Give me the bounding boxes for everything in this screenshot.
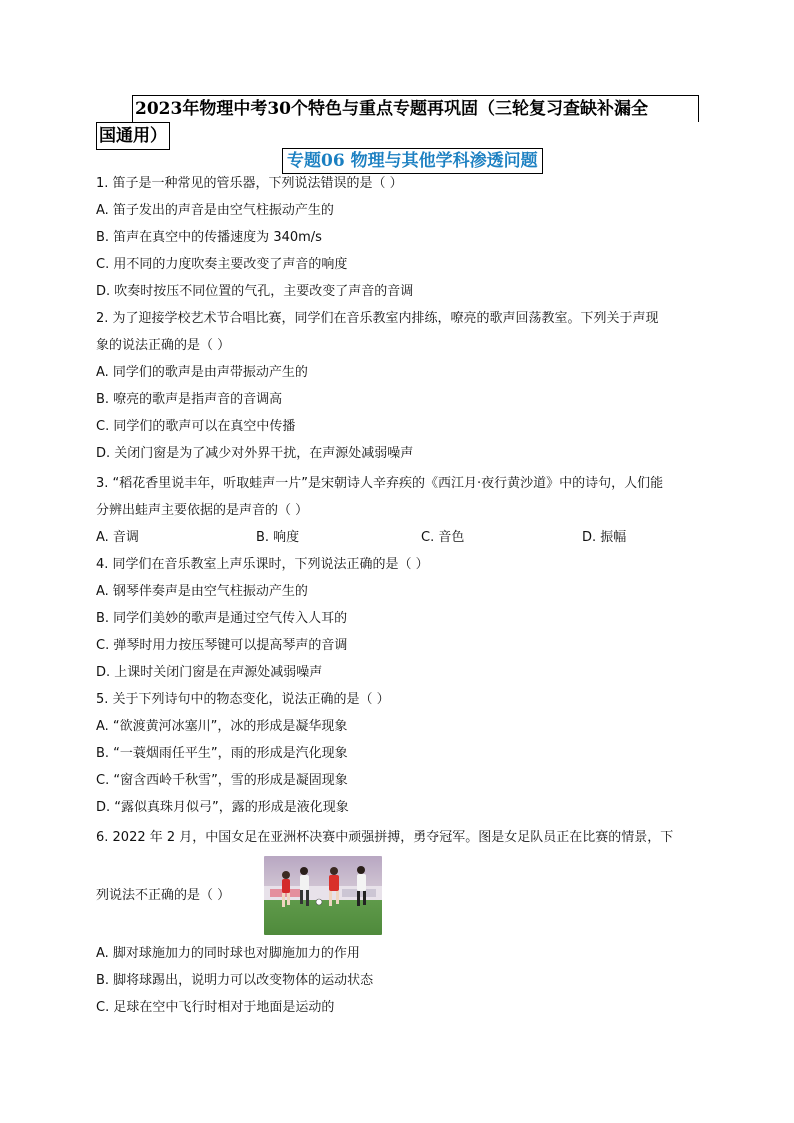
question-6-stem-line1: 6. 2022 年 2 月，中国女足在亚洲杯决赛中顽强拼搏，勇夺冠军。图是女足队员正在比赛的情景，下 — [96, 830, 674, 845]
question-1-stem: 1. 笛子是一种常见的管乐器，下列说法错误的是（ ） — [96, 176, 403, 191]
q3-option-c: C. 音色 — [421, 530, 465, 545]
q4-option-b: B. 同学们美妙的歌声是通过空气传入人耳的 — [96, 611, 348, 626]
q1-option-a: A. 笛子发出的声音是由空气柱振动产生的 — [96, 203, 334, 218]
q6-option-a: A. 脚对球施加力的同时球也对脚施加力的作用 — [96, 946, 360, 961]
q5-option-b: B. “一蓑烟雨任平生”，雨的形成是汽化现象 — [96, 746, 348, 761]
q2-option-d: D. 关闭门窗是为了减少对外界干扰，在声源处减弱噪声 — [96, 446, 414, 461]
question-2-stem-line2: 象的说法正确的是（ ） — [96, 338, 231, 353]
q3-option-b: B. 响度 — [256, 530, 300, 545]
question-3-stem-line1: 3. “稻花香里说丰年，听取蛙声一片”是宋朝诗人辛弃疾的《西江月·夜行黄沙道》中的诗句，人们能 — [96, 476, 664, 491]
q4-option-c: C. 弹琴时用力按压琴键可以提高琴声的音调 — [96, 638, 348, 653]
title-line-1: 2023年物理中考30个特色与重点专题再巩固（三轮复习查缺补漏全 — [132, 95, 699, 122]
q4-option-a: A. 钢琴伴奏声是由空气柱振动产生的 — [96, 584, 308, 599]
q6-option-b: B. 脚将球踢出，说明力可以改变物体的运动状态 — [96, 973, 374, 988]
q1-option-c: C. 用不同的力度吹奏主要改变了声音的响度 — [96, 257, 348, 272]
soccer-photo-illustration — [264, 856, 382, 935]
q2-option-b: B. 嘹亮的歌声是指声音的音调高 — [96, 392, 283, 407]
q3-option-a: A. 音调 — [96, 530, 139, 545]
q5-option-c: C. “窗含西岭千秋雪”，雪的形成是凝固现象 — [96, 773, 348, 788]
q5-option-d: D. “露似真珠月似弓”，露的形成是液化现象 — [96, 800, 349, 815]
question-3-stem-line2: 分辨出蛙声主要依据的是声音的（ ） — [96, 503, 309, 518]
q4-option-d: D. 上课时关闭门窗是在声源处减弱噪声 — [96, 665, 323, 680]
q5-option-a: A. “欲渡黄河冰塞川”，冰的形成是凝华现象 — [96, 719, 348, 734]
q2-option-a: A. 同学们的歌声是由声带振动产生的 — [96, 365, 308, 380]
document-title — [96, 95, 699, 150]
soccer-match-photo — [264, 856, 382, 935]
topic-subtitle: 专题06 物理与其他学科渗透问题 — [282, 148, 543, 174]
q1-option-d: D. 吹奏时按压不同位置的气孔，主要改变了声音的音调 — [96, 284, 414, 299]
q6-option-c: C. 足球在空中飞行时相对于地面是运动的 — [96, 1000, 335, 1015]
title-line-2: 国通用） — [96, 122, 170, 150]
q3-option-d: D. 振幅 — [582, 530, 627, 545]
q1-option-b: B. 笛声在真空中的传播速度为 340m/s — [96, 230, 322, 245]
question-2-stem-line1: 2. 为了迎接学校艺术节合唱比赛，同学们在音乐教室内排练，嘹亮的歌声回荡教室。下列关于声现 — [96, 311, 659, 326]
q2-option-c: C. 同学们的歌声可以在真空中传播 — [96, 419, 296, 434]
question-5-stem: 5. 关于下列诗句中的物态变化，说法正确的是（ ） — [96, 692, 390, 707]
question-4-stem: 4. 同学们在音乐教室上声乐课时，下列说法正确的是（ ） — [96, 557, 429, 572]
question-6-stem-line2: 列说法不正确的是（ ） — [96, 888, 231, 903]
